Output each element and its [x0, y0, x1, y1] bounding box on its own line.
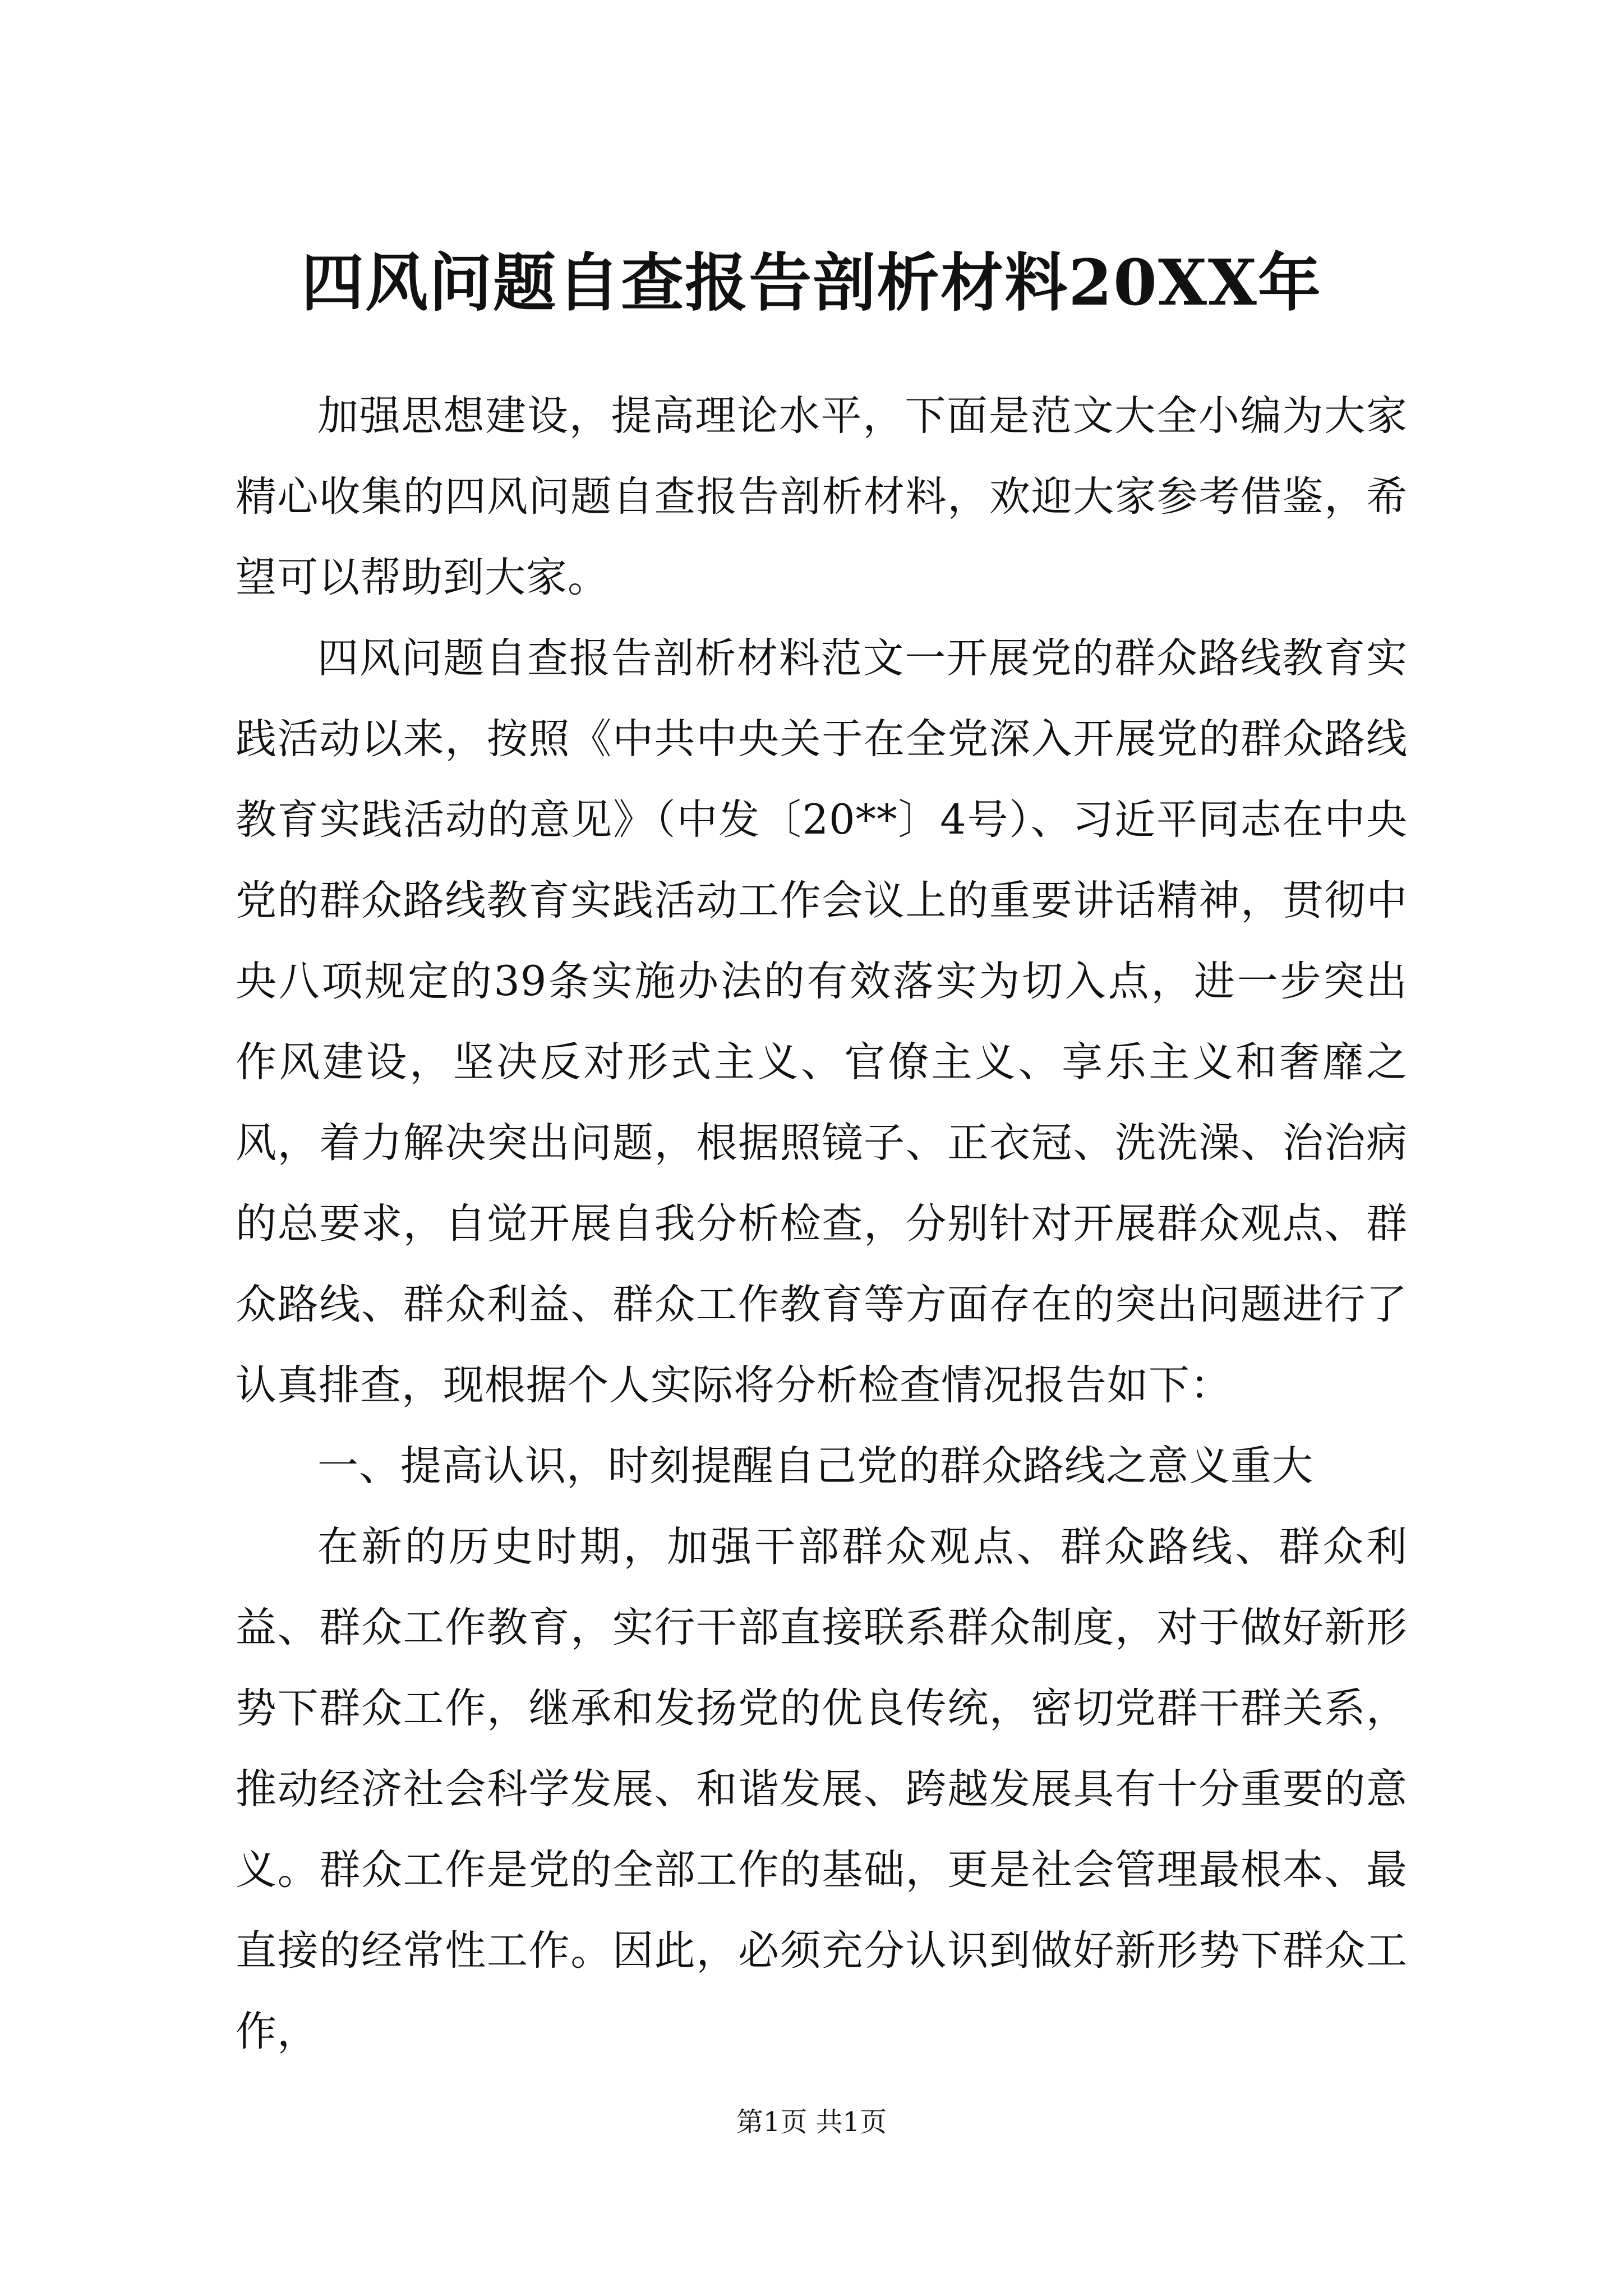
section-heading-one: 一、提高认识，时刻提醒自己党的群众路线之意义重大: [317, 1442, 1313, 1490]
document-title: 四风问题自查报告剖析材料20XX年: [301, 246, 1322, 320]
paragraph-new-era: 在新的历史时期，加强干部群众观点、群众路线、群众利益、群众工作教育，实行干部直接联系群众制度，对于做好新形势下群众工作，继承和发扬党的优良传统，密切党群干群关系，推动经济社会科学发展、和谐发展、跨越发展具有十分重要的意义。群众工作是党的全部工作的基础，更是社会管理最根本、最直接的经常性工作。因此，必须充分认识到做好新形势下群众工作，: [236, 1523, 1408, 2055]
paragraph-intro: 加强思想建设，提高理论水平，下面是范文大全小编为大家精心收集的四风问题自查报告剖析材料，欢迎大家参考借鉴，希望可以帮助到大家。: [236, 392, 1408, 601]
document-body: [236, 376, 1408, 2072]
paragraph-sample-one: 四风问题自查报告剖析材料范文一开展党的群众路线教育实践活动以来，按照《中共中央关于在全党深入开展党的群众路线教育实践活动的意见》（中发〔20**〕4号）、习近平同志在中央党的群众路线教育实践活动工作会议上的重要讲话精神，贯彻中央八项规定的39条实施办法的有效落实为切入点，进一步突出作风建设，坚决反对形式主义、官僚主义、享乐主义和奢靡之风，着力解决突出问题，根据照镜子、正衣冠、洗洗澡、治治病的总要求，自觉开展自我分析检查，分别针对开展群众观点、群众路线、群众利益、群众工作教育等方面存在的突出问题进行了认真排查，现根据个人实际将分析检查情况报告如下：: [236, 634, 1408, 1409]
page-footer: 第1页 共1页: [736, 2106, 887, 2138]
